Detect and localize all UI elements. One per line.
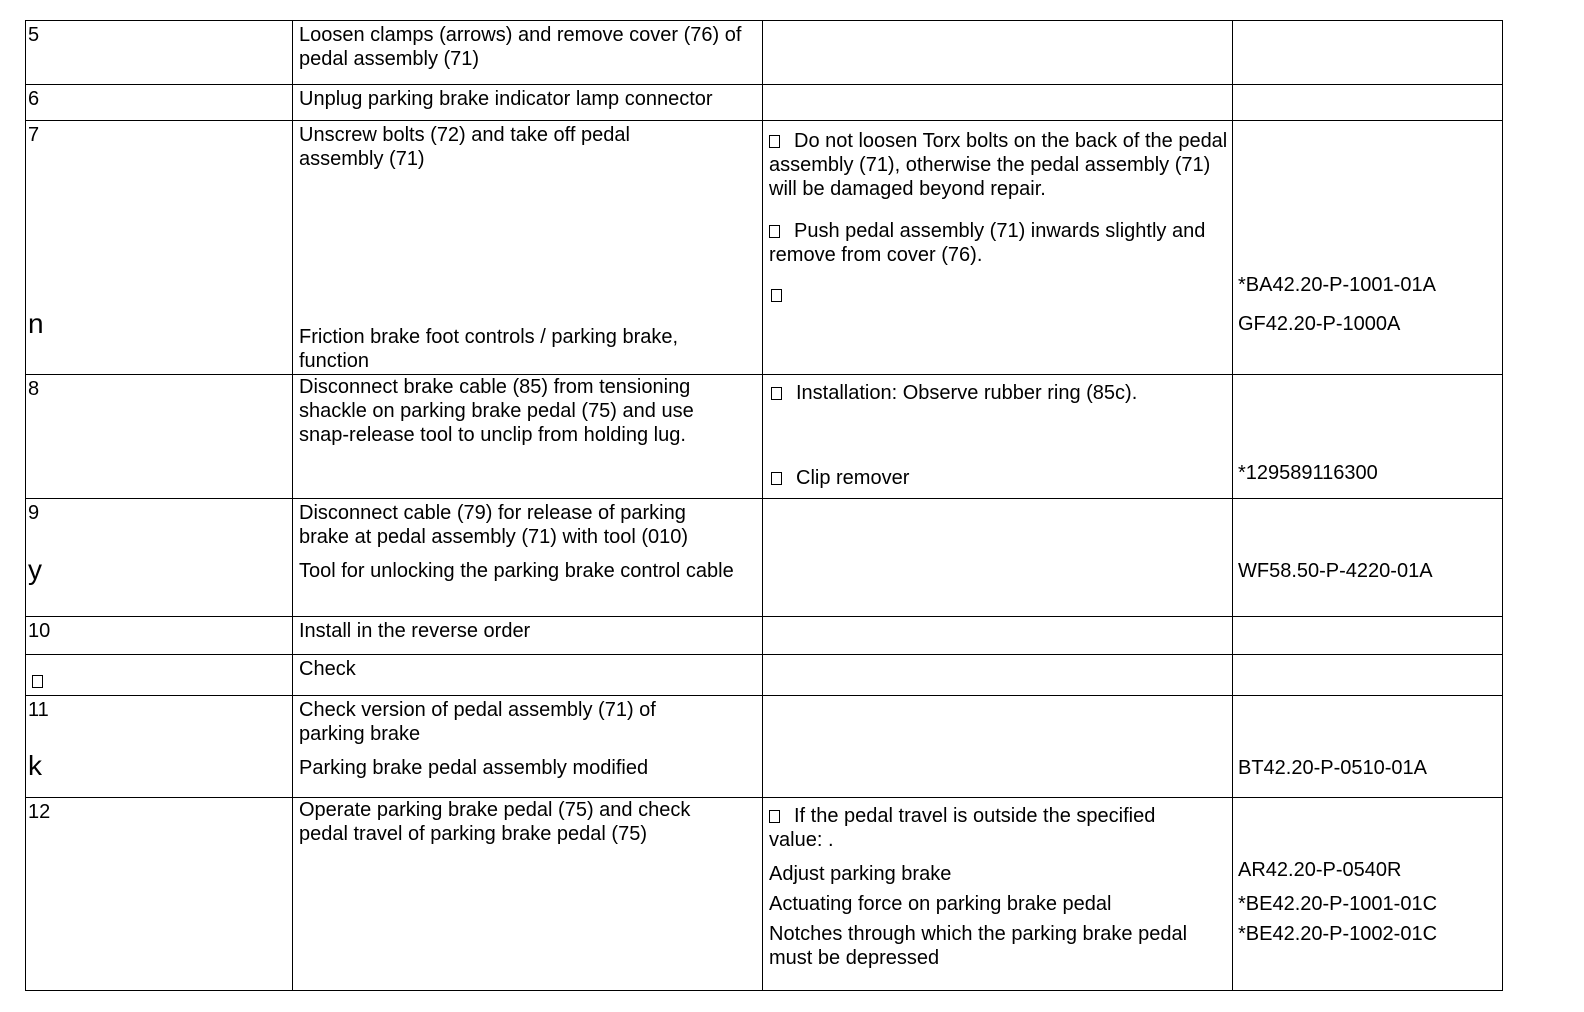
checkbox-icon [771,387,782,400]
step-description: Unscrew bolts (72) and take off pedal assembly (71) [299,124,630,170]
table-row-step-9 [26,499,1503,617]
item-text: Actuating force on parking brake pedal [769,893,1112,915]
table-row-step-8 [26,375,1503,499]
reference-cell [1233,21,1503,85]
notes-cell [763,21,1233,85]
step-description: Check version of pedal assembly (71) of parking brake [299,699,656,745]
item-text: Notches through which the parking brake pedal must be depressed [769,923,1188,969]
notes-cell [763,655,1233,696]
step-number: 12 [28,801,51,823]
symbol-description: Parking brake pedal assembly modified [299,757,649,779]
reference-link[interactable]: WF58.50-P-4220-01A [1238,560,1433,582]
note-info: Push pedal assembly (71) inwards slightly and remove from cover (76). [769,220,1206,266]
procedure-table [25,20,1503,991]
reference-link[interactable]: *BE42.20-P-1001-01C [1238,893,1438,915]
reference-link[interactable]: *BA42.20-P-1001-01A [1238,274,1436,296]
step-number: 8 [28,378,40,400]
step-description: Loosen clamps (arrows) and remove cover (76) of pedal assembly (71) [299,24,742,70]
table-row-step-11 [26,696,1503,798]
notes-cell [763,499,1233,617]
step-description: Check [299,658,356,680]
table-row-step-6 [26,85,1503,121]
symbol-description: Friction brake foot controls / parking brake, function [299,326,679,372]
note-tool: Clip remover [771,466,909,490]
reference-cell [1233,85,1503,121]
step-number: 6 [28,88,40,110]
reference-cell [1233,655,1503,696]
step-number: 9 [28,502,40,524]
step-description: Unplug parking brake indicator lamp connector [299,88,713,110]
note-info: If the pedal travel is outside the specified value: . [769,805,1156,851]
notes-cell [763,696,1233,798]
symbol-marker: y [28,554,42,585]
table-row-step-7 [26,121,1503,375]
step-cell [26,21,293,85]
checkbox-icon [769,135,780,148]
checkbox-icon [771,289,782,302]
note-info: Installation: Observe rubber ring (85c). [771,381,1137,405]
reference-link[interactable]: *129589116300 [1238,462,1378,484]
table-row-step-12 [26,798,1503,991]
description-cell [293,21,763,85]
checkbox-icon [32,669,57,693]
symbol-description: Tool for unlocking the parking brake control cable [299,560,734,582]
step-number: 7 [28,124,40,146]
note-warning: Do not loosen Torx bolts on the back of the pedal assembly (71), otherwise the pedal assembly (71) will be damaged beyond repair. [769,130,1228,200]
item-text: Adjust parking brake [769,863,952,885]
symbol-marker: n [28,308,44,339]
notes-cell [763,617,1233,655]
step-description: Operate parking brake pedal (75) and check pedal travel of parking brake pedal (75) [299,799,691,845]
reference-cell [1233,617,1503,655]
reference-link[interactable]: GF42.20-P-1000A [1238,313,1401,335]
symbol-marker: k [28,750,42,781]
table-row-check [26,655,1503,696]
reference-link[interactable]: AR42.20-P-0540R [1238,859,1402,881]
step-number: 11 [28,699,49,721]
step-number: 5 [28,24,40,46]
step-number: 10 [28,620,51,642]
step-description: Install in the reverse order [299,620,531,642]
note-empty [771,283,796,307]
table-row-step-10 [26,617,1503,655]
reference-link[interactable]: *BE42.20-P-1002-01C [1238,923,1438,945]
notes-cell [763,85,1233,121]
checkbox-icon [769,225,780,238]
table-row-step-5 [26,21,1503,85]
step-description: Disconnect cable (79) for release of parking brake at pedal assembly (71) with tool (010) [299,502,689,548]
checkbox-icon [771,472,782,485]
reference-link[interactable]: BT42.20-P-0510-01A [1238,757,1428,779]
note-trailing-dot: . [827,829,834,851]
step-description: Disconnect brake cable (85) from tensioning shackle on parking brake pedal (75) and use snap-release tool to unclip from holding lug. [299,376,694,446]
checkbox-icon [769,810,780,823]
